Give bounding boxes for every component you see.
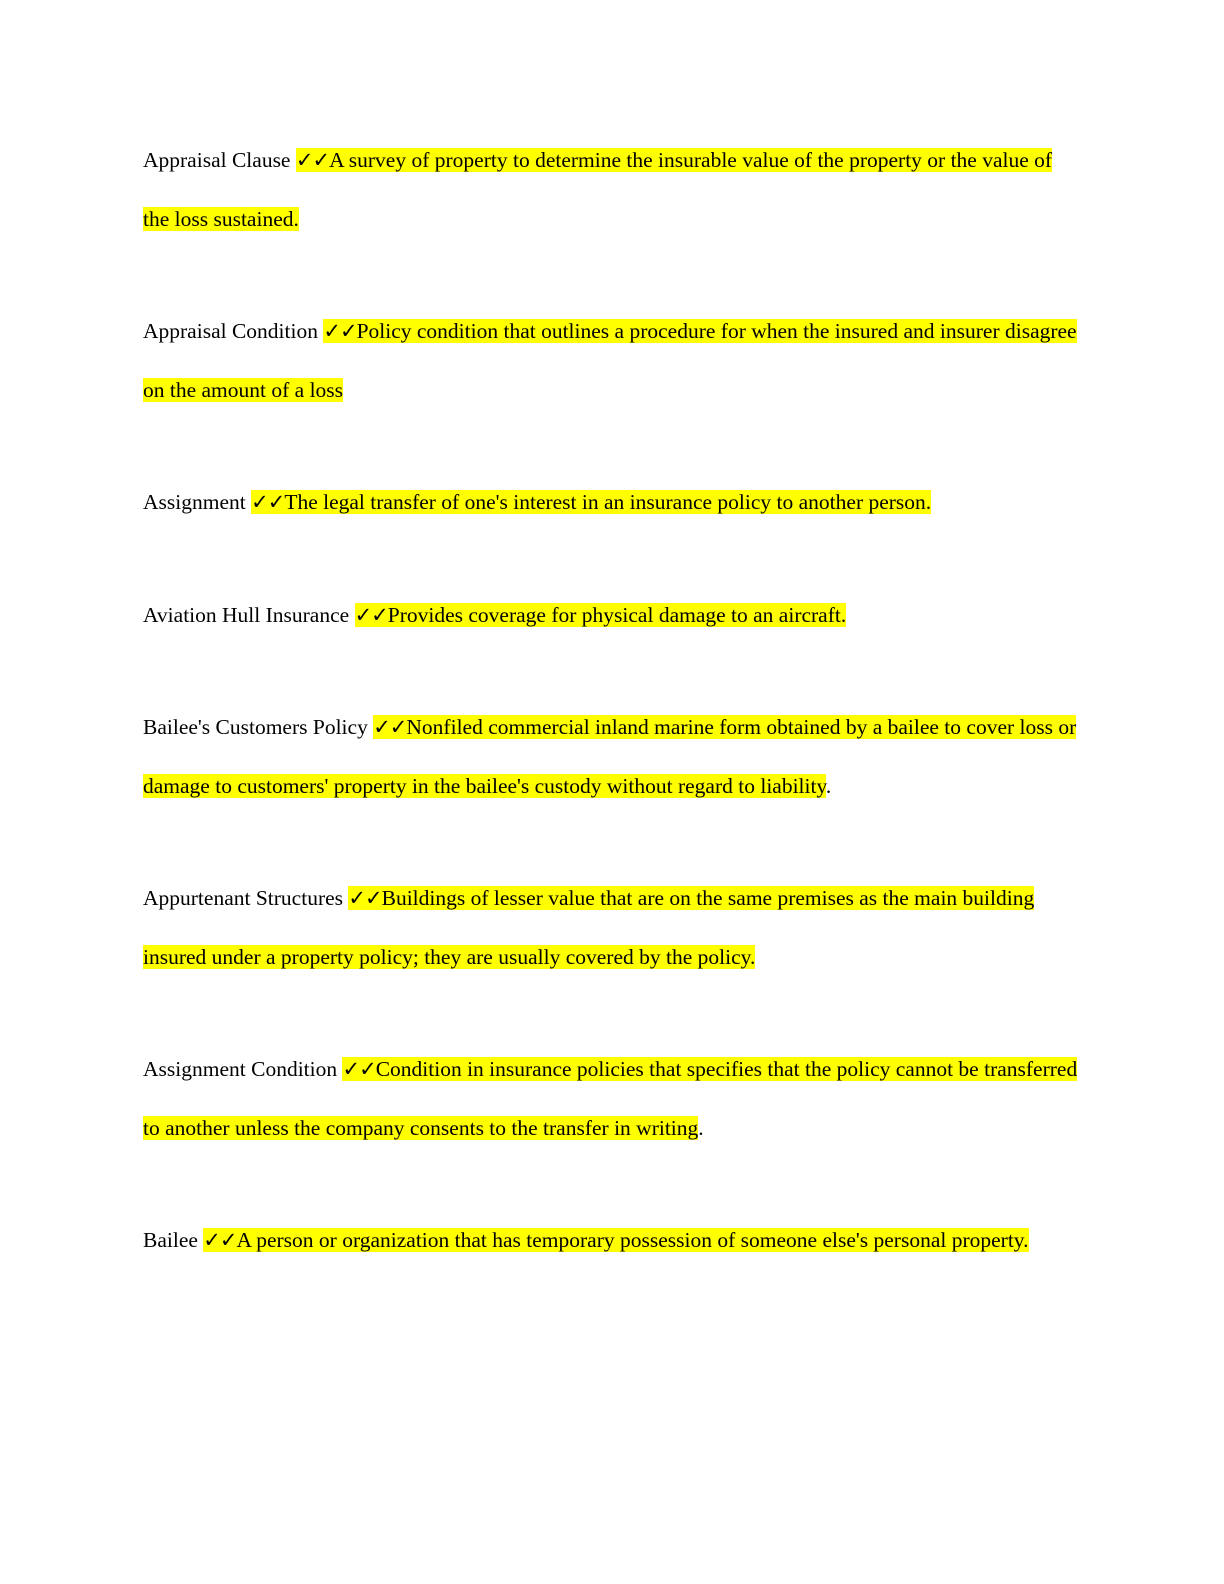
entry-term: Bailee's Customers Policy <box>143 715 368 739</box>
entry-trailing: . <box>698 1115 704 1140</box>
double-check-icon: ✓✓ <box>323 319 357 343</box>
entry-term: Bailee <box>143 1228 198 1252</box>
entry-term: Appurtenant Structures <box>143 886 344 910</box>
entry-definition: Condition in insurance policies that specifies that the policy cannot be transferred to another unless the company consents to the transfer in writing <box>143 1057 1078 1140</box>
double-check-icon: ✓✓ <box>348 886 382 910</box>
double-check-icon: ✓✓ <box>342 1057 376 1081</box>
glossary-entry-bailees-customers-policy <box>143 698 1083 815</box>
entry-term: Appraisal Condition <box>143 319 318 343</box>
double-check-icon: ✓✓ <box>203 1228 237 1252</box>
glossary-entry-appurtenant-structures <box>143 869 1083 986</box>
entry-term: Assignment <box>143 490 246 514</box>
entry-trailing: . <box>825 773 832 798</box>
entry-definition: A person or organization that has temporary possession of someone else's personal property. <box>236 1228 1029 1252</box>
entry-definition: The legal transfer of one's interest in an insurance policy to another person. <box>284 490 932 514</box>
entry-definition: Buildings of lesser value that are on the same premises as the main building insured under a property policy; they are usually covered by the policy. <box>143 886 1035 969</box>
glossary-entry-bailee <box>143 1211 1083 1270</box>
glossary-entry-assignment <box>143 473 1083 532</box>
glossary-entry-appraisal-condition <box>143 302 1083 419</box>
entry-definition: Policy condition that outlines a procedure for when the insured and insurer disagree on the amount of a loss <box>143 319 1077 402</box>
double-check-icon: ✓✓ <box>251 490 285 514</box>
entry-definition: A survey of property to determine the insurable value of the property or the value of the loss sustained. <box>143 148 1053 231</box>
entry-term: Appraisal Clause <box>143 148 291 172</box>
double-check-icon: ✓✓ <box>373 715 407 739</box>
glossary-entry-aviation-hull-insurance <box>143 586 1083 645</box>
double-check-icon: ✓✓ <box>354 602 388 627</box>
entry-definition: Provides coverage for physical damage to an aircraft. <box>387 602 847 627</box>
glossary-entry-appraisal-clause <box>143 131 1083 248</box>
double-check-icon: ✓✓ <box>295 148 330 172</box>
entry-term: Assignment Condition <box>143 1057 338 1081</box>
entry-definition: Nonfiled commercial inland marine form obtained by a bailee to cover loss or damage to customers' property in the bailee's custody without regard to liability <box>143 715 1077 798</box>
entry-term: Aviation Hull Insurance <box>143 602 350 627</box>
glossary-entries <box>143 131 1083 1324</box>
glossary-entry-assignment-condition <box>143 1040 1083 1157</box>
